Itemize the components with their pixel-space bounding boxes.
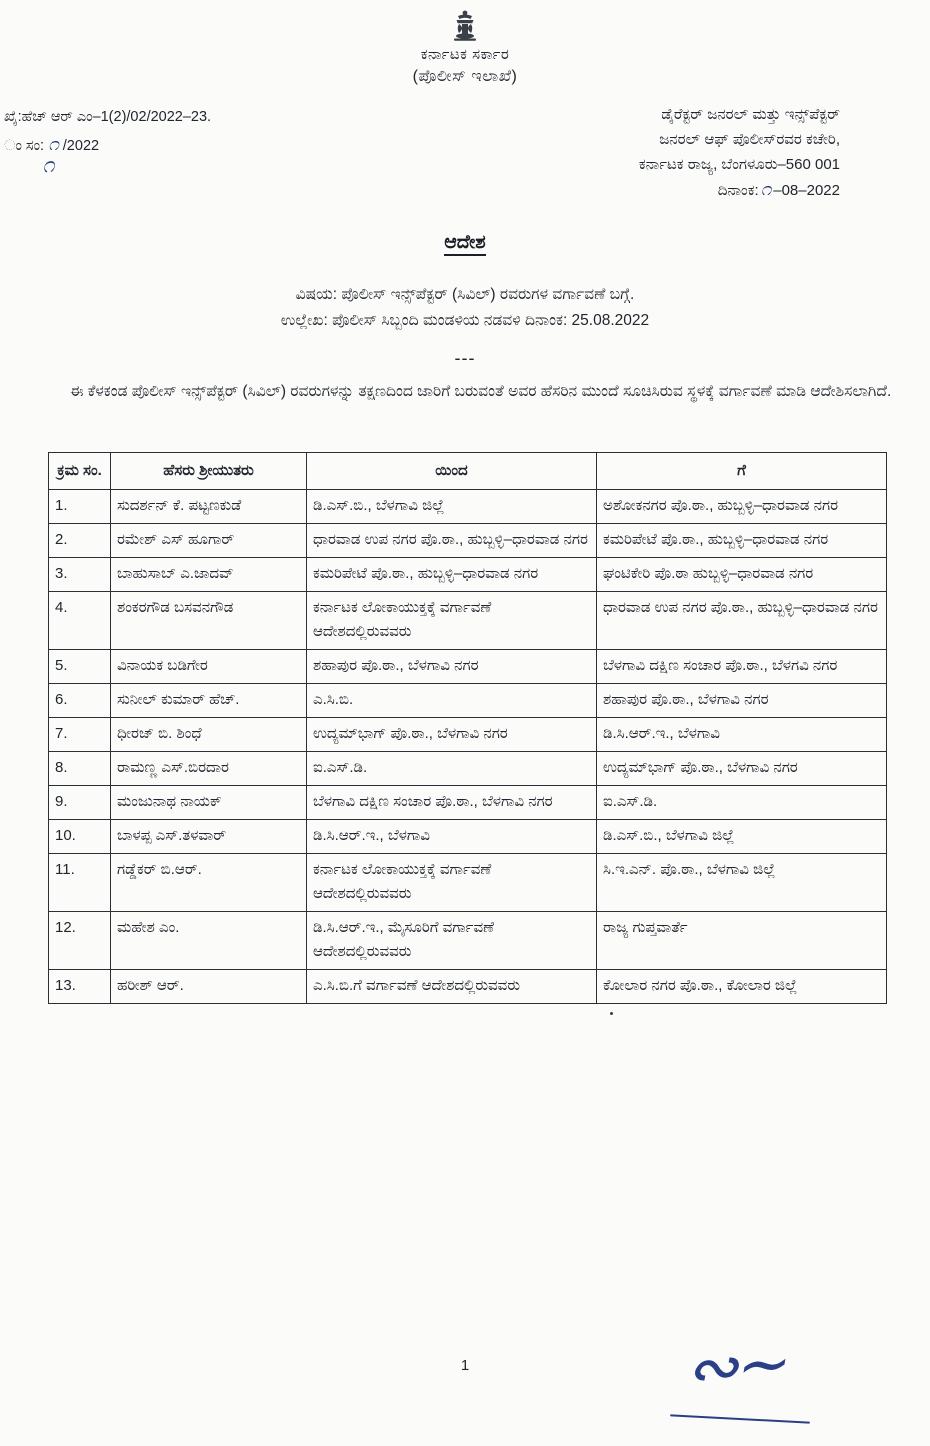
karnataka-state-emblem-icon (448, 8, 482, 44)
cell-sl: 1. (49, 490, 111, 524)
cell-name: ಶಂಕರಗೌಡ ಬಸವನಗೌಡ (111, 592, 307, 650)
table-row (49, 854, 887, 912)
date-label: ದಿನಾಂಕ: (717, 182, 759, 199)
cell-name: ವಿನಾಯಕ ಬಡಿಗೇರ (111, 650, 307, 684)
cell-to: ಅಶೋಕನಗರ ಪೊ.ಠಾ., ಹುಬ್ಬಳ್ಳಿ–ಧಾರವಾಡ ನಗರ (597, 490, 887, 524)
cell-from: ಧಾರವಾಡ ಉಪ ನಗರ ಪೊ.ಠಾ., ಹುಬ್ಬಳ್ಳಿ–ಧಾರವಾಡ ನಗರ (307, 524, 597, 558)
transfer-table-container (48, 452, 886, 1004)
cell-sl: 9. (49, 786, 111, 820)
cell-name: ಸುನೀಲ್ ಕುಮಾರ್ ಹೆಚ್. (111, 684, 307, 718)
cell-from: ಡಿ.ಸಿ.ಆರ್.ಇ., ಬೆಳಗಾವಿ (307, 820, 597, 854)
cell-to: ಡಿ.ಸಿ.ಆರ್.ಇ., ಬೆಳಗಾವಿ (597, 718, 887, 752)
cell-to: ಶಹಾಪುರ ಪೊ.ಠಾ., ಬೆಳಗಾವಿ ನಗರ (597, 684, 887, 718)
signature-underline (670, 1414, 810, 1423)
order-body-sentence: ಈ ಕೆಳಕಂಡ ಪೊಲೀಸ್ ಇನ್ಸ್‌ಪೆಕ್ಟರ್ (ಸಿವಿಲ್) ರವರುಗಳನ್ನು ತಕ್ಷಣದಿಂದ ಜಾರಿಗೆ ಬರುವಂತೆ ಅವರ ಹೆಸರಿನ ಮುಂದೆ ಸೂಚಿಸಿರುವ ಸ್ಥಳಕ್ಕೆ ವರ್ಗಾವಣೆ ಮಾಡಿ ಆದೇಶಿಸಲಾಗಿದೆ. (70, 383, 892, 400)
cell-sl: 6. (49, 684, 111, 718)
address-line-2: ಜನರಲ್ ಆಫ್ ಪೊಲೀಸ್‌ರವರ ಕಚೇರಿ, (659, 131, 840, 148)
cell-from: ಕರ್ನಾಟಕ ಲೋಕಾಯುಕ್ತಕ್ಕೆ ವರ್ಗಾವಣೆ ಆದೇಶದಲ್ಲಿರುವವರು (307, 592, 597, 650)
table-row (49, 650, 887, 684)
cell-name: ರಮೇಶ್ ಎಸ್ ಹೂಗಾರ್ (111, 524, 307, 558)
page-number: 1 (460, 1357, 470, 1374)
col-header-from: ಯಿಂದ (307, 453, 597, 490)
cell-from: ಕಮರಿಪೇಟೆ ಪೊ.ಠಾ., ಹುಬ್ಬಳ್ಳಿ–ಧಾರವಾಡ ನಗರ (307, 558, 597, 592)
table-row (49, 558, 887, 592)
col-header-sl: ಕ್ರಮ ಸಂ. (49, 453, 111, 490)
handwritten-scribble: ೧ (40, 151, 56, 178)
subject-block (0, 282, 930, 334)
table-row (49, 718, 887, 752)
cell-from: ಉದ್ಯಮ್‌ಭಾಗ್ ಪೊ.ಠಾ., ಬೆಳಗಾವಿ ನಗರ (307, 718, 597, 752)
cell-sl: 7. (49, 718, 111, 752)
cell-from: ಐ.ಎಸ್.ಡಿ. (307, 752, 597, 786)
date-handwritten-day: ೧ (760, 179, 772, 200)
cell-from: ಡಿ.ಸಿ.ಆರ್.ಇ., ಮೈಸೂರಿಗೆ ವರ್ಗಾವಣೆ ಆದೇಶದಲ್ಲಿರುವವರು (307, 912, 597, 970)
cell-name: ಬಾಹುಸಾಬ್ ಎ.ಜಾದವ್ (111, 558, 307, 592)
table-row (49, 490, 887, 524)
col-header-to: ಗೆ (597, 453, 887, 490)
cell-to: ರಾಜ್ಯ ಗುಪ್ತವಾರ್ತೆ (597, 912, 887, 970)
cell-sl: 12. (49, 912, 111, 970)
table-row (49, 592, 887, 650)
table-row (49, 820, 887, 854)
cell-sl: 13. (49, 970, 111, 1004)
table-row (49, 786, 887, 820)
transfer-table (48, 452, 887, 1004)
cell-from: ಬೆಳಗಾವಿ ದಕ್ಷಿಣ ಸಂಚಾರ ಪೊ.ಠಾ., ಬೆಳಗಾವಿ ನಗರ (307, 786, 597, 820)
cell-sl: 5. (49, 650, 111, 684)
cell-to: ಕೋಲಾರ ನಗರ ಪೊ.ಠಾ., ಕೋಲಾರ ಜಿಲ್ಲೆ (597, 970, 887, 1004)
table-row (49, 524, 887, 558)
page-title (0, 232, 930, 254)
table-row (49, 912, 887, 970)
cell-name: ಮಂಜುನಾಥ ನಾಯಕ್ (111, 786, 307, 820)
reference-number: ಖೈ:ಹೆಚ್ ಆರ್ ಎಂ–1(2)/02/2022–23. (4, 109, 212, 125)
table-row (49, 752, 887, 786)
cell-from: ಕರ್ನಾಟಕ ಲೋಕಾಯುಕ್ತಕ್ಕೆ ವರ್ಗಾವಣೆ ಆದೇಶದಲ್ಲಿರುವವರು (307, 854, 597, 912)
address-line-3: ಕರ್ನಾಟಕ ರಾಜ್ಯ, ಬೆಂಗಳೂರು–560 001 (638, 156, 840, 173)
cell-from: ಡಿ.ಎಸ್.ಬಿ., ಬೆಳಗಾವಿ ಜಿಲ್ಲೆ (307, 490, 597, 524)
cell-sl: 3. (49, 558, 111, 592)
cell-to: ಕಮರಿಪೇಟೆ ಪೊ.ಠಾ., ಹುಬ್ಬಳ್ಳಿ–ಧಾರವಾಡ ನಗರ (597, 524, 887, 558)
section-divider: --- (454, 348, 476, 368)
date-value: –08–2022 (773, 182, 840, 199)
cell-sl: 10. (49, 820, 111, 854)
cell-sl: 2. (49, 524, 111, 558)
cell-sl: 8. (49, 752, 111, 786)
order-body-text (28, 378, 908, 405)
cell-from: ಶಹಾಪುರ ಪೊ.ಠಾ., ಬೆಳಗಾವಿ ನಗರ (307, 650, 597, 684)
emblem-container (0, 8, 930, 49)
order-number-value: ೧ (48, 134, 59, 155)
cell-to: ಘಂಟಿಕೇರಿ ಪೊ.ಠಾ ಹುಬ್ಬಳ್ಳಿ–ಧಾರವಾಡ ನಗರ (597, 558, 887, 592)
cell-to: ಬೆಳಗಾವಿ ದಕ್ಷಿಣ ಸಂಚಾರ ಪೊ.ಠಾ., ಬೆಳಗವಿ ನಗರ (597, 650, 887, 684)
reference-line: ಉಲ್ಲೇಖ: ಪೊಲೀಸ್ ಸಿಬ್ಬಂದಿ ಮಂಡಳಿಯ ನಡವಳಿ ದಿನಾಂಕ: 25.08.2022 (280, 312, 650, 329)
department-name-line: (ಪೊಲೀಸ್ ಇಲಾಖೆ) (412, 68, 518, 85)
cell-to: ಐ.ಎಸ್.ಡಿ. (597, 786, 887, 820)
order-number-year: /2022 (62, 138, 100, 154)
cell-sl: 4. (49, 592, 111, 650)
order-date (639, 177, 840, 203)
gov-name-line: ಕರ್ನಾಟಕ ಸರ್ಕಾರ (420, 46, 510, 63)
cell-name: ರಾಮಣ್ಣ ಎಸ್.ಬಿರದಾರ (111, 752, 307, 786)
subject-line: ವಿಷಯ: ಪೊಲೀಸ್ ಇನ್ಸ್‌ಪೆಕ್ಟರ್ (ಸಿವಿಲ್) ರವರುಗಳ ವರ್ಗಾವಣೆ ಬಗ್ಗೆ. (295, 286, 635, 303)
ink-dot (610, 1012, 613, 1015)
cell-name: ಸುದರ್ಶನ್ ಕೆ. ಪಟ್ಟಣಕುಡೆ (111, 490, 307, 524)
address-line-1: ಡೈರೆಕ್ಟರ್ ಜನರಲ್ ಮತ್ತು ಇನ್ಸ್‌ಪೆಕ್ಟರ್ (661, 106, 840, 123)
cell-to: ಸಿ.ಇ.ಎನ್. ಪೊ.ಠಾ., ಬೆಳಗಾವಿ ಜಿಲ್ಲೆ (597, 854, 887, 912)
cell-from: ಎ.ಸಿ.ಬಿ. (307, 684, 597, 718)
cell-to: ಉದ್ಯಮ್‌ಭಾಗ್ ಪೊ.ಠಾ., ಬೆಳಗಾವಿ ನಗರ (597, 752, 887, 786)
order-number-label: ಂ ಸಂ: (4, 138, 45, 154)
cell-from: ಎ.ಸಿ.ಬಿ.ಗೆ ವರ್ಗಾವಣೆ ಆದೇಶದಲ್ಲಿರುವವರು (307, 970, 597, 1004)
cell-name: ಮಹೇಶ ಎಂ. (111, 912, 307, 970)
issuing-office-address (639, 102, 840, 203)
table-header-row (49, 453, 887, 490)
signature-mark: ∾∼ (682, 1327, 783, 1406)
cell-name: ಗಡ್ಡೆಕರ್ ಬಿ.ಆರ್. (111, 854, 307, 912)
table-row (49, 970, 887, 1004)
cell-to: ಡಿ.ಎಸ್.ಬಿ., ಬೆಳಗಾವಿ ಜಿಲ್ಲೆ (597, 820, 887, 854)
col-header-name: ಹೆಸರು ಶ್ರೀಯುತರು (111, 453, 307, 490)
cell-to: ಧಾರವಾಡ ಉಪ ನಗರ ಪೊ.ಠಾ., ಹುಬ್ಬಳ್ಳಿ–ಧಾರವಾಡ ನಗರ (597, 592, 887, 650)
cell-name: ಹರೀಶ್ ಆರ್. (111, 970, 307, 1004)
page-title-text: ಆದೇಶ (444, 232, 485, 256)
cell-name: ಬಾಳಪ್ಪ ಎಸ್.ತಳವಾರ್ (111, 820, 307, 854)
table-row (49, 684, 887, 718)
cell-name: ಧೀರಜ್ ಬಿ. ಶಿಂಧೆ (111, 718, 307, 752)
cell-sl: 11. (49, 854, 111, 912)
